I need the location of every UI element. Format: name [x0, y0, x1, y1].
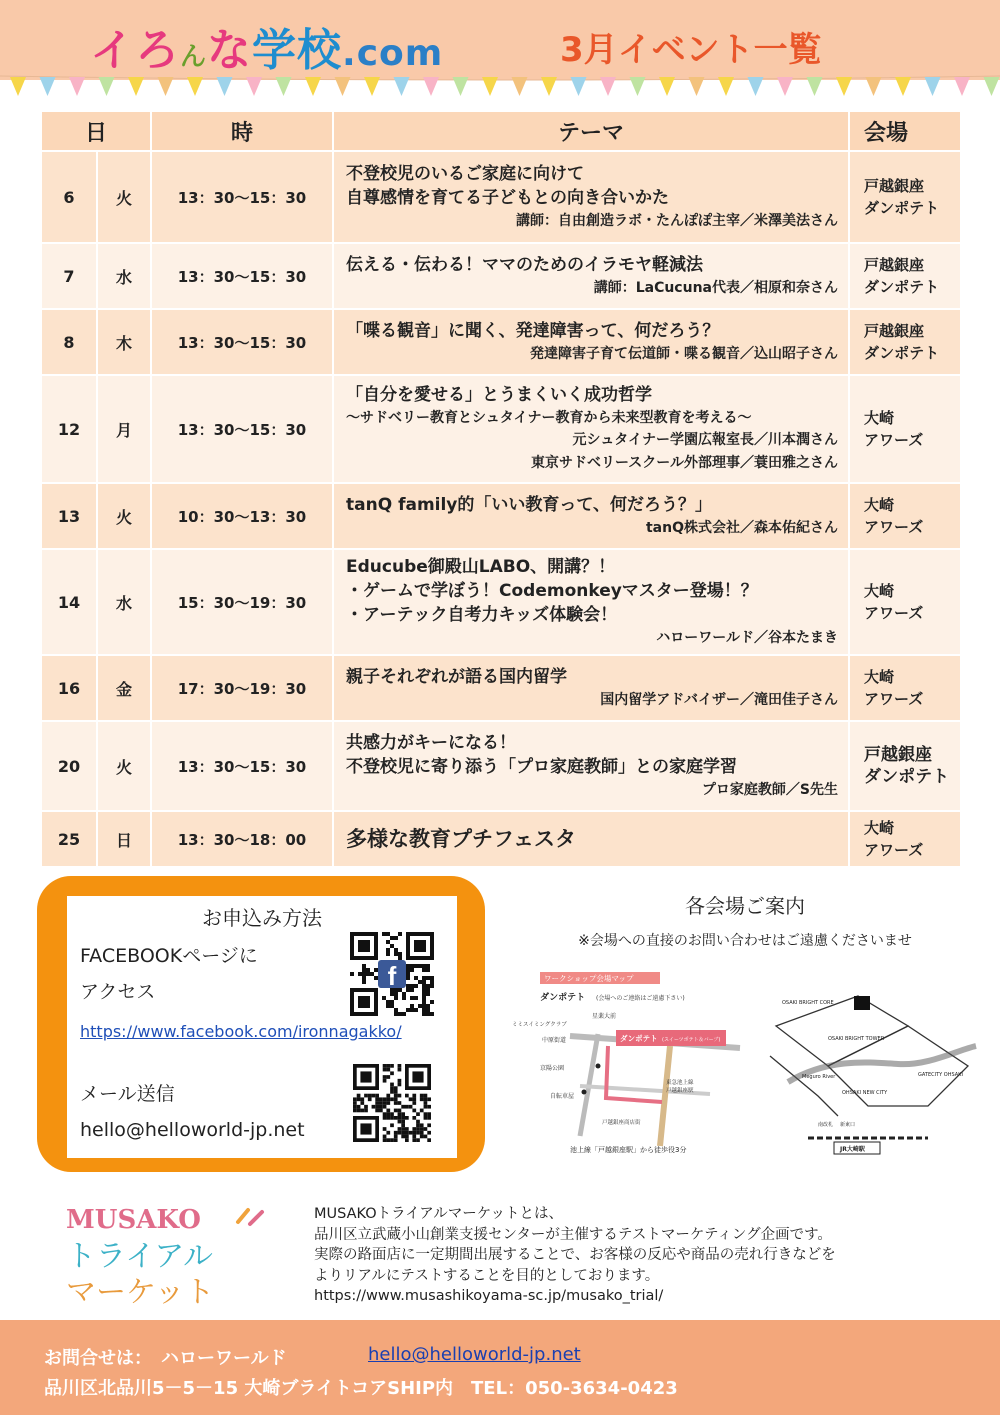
speaker-line: tanQ株式会社／森本佑紀さん [645, 519, 838, 536]
map-venue-name: ダンポテト [540, 993, 586, 1003]
map-spot: 星薬大前 [592, 1013, 617, 1020]
table-row [42, 550, 962, 656]
table-row [42, 310, 962, 376]
event-day: 6 [42, 152, 98, 244]
event-day: 14 [42, 550, 98, 656]
facebook-qr-code[interactable] [350, 932, 434, 1016]
venue-guide-title: 各会場ご案内 [685, 894, 805, 918]
event-venue [850, 812, 962, 868]
event-venue [850, 484, 962, 550]
event-theme [334, 656, 850, 722]
bunting-flag [571, 77, 587, 96]
description-line: 実際の路面店に一定期間出展することで、お客様の反応や商品の売れ行きなどを [314, 1247, 836, 1263]
map-label: Meguro River [802, 1074, 836, 1080]
logo-part: イ [90, 25, 135, 76]
bunting-flag [40, 77, 56, 96]
bunting-flag [777, 77, 793, 96]
map-shop-sub: (スイーツポテト＆バーブ) [662, 1037, 721, 1043]
bunting-flag [276, 77, 292, 96]
map-station: JR大崎駅 [840, 1146, 865, 1153]
event-weekday: 火 [98, 722, 152, 812]
mail-instruction [80, 1076, 305, 1148]
event-weekday: 木 [98, 310, 152, 376]
event-theme [334, 550, 850, 656]
bunting-flag [10, 77, 26, 96]
page-title: 3月イベント一覧 [560, 30, 822, 70]
facebook-line: FACEBOOKページに [80, 945, 258, 967]
event-theme [334, 812, 850, 868]
theme-subline: 〜サドベリー教育とシュタイナー教育から未来型教育を考える〜 [346, 410, 752, 426]
bunting-flag [305, 77, 321, 96]
theme-line: 親子それぞれが語る国内留学 [346, 666, 567, 687]
map-label: OSAKI BRIGHT CORE [782, 1000, 834, 1006]
bunting-flag [807, 77, 823, 96]
table-row [42, 484, 962, 550]
table-row [42, 722, 962, 812]
bunting-flag [659, 77, 675, 96]
bunting-flag [335, 77, 351, 96]
event-schedule-table [42, 112, 962, 868]
theme-line: 不登校児に寄り添う「プロ家庭教師」との家庭学習 [346, 756, 737, 777]
bunting-flag [128, 77, 144, 96]
event-venue [850, 244, 962, 310]
event-theme [334, 722, 850, 812]
page-footer [0, 1320, 1000, 1415]
theme-line: Educube御殿山LABO、開講？！ [346, 556, 616, 577]
event-time: 13：30〜15：30 [152, 722, 334, 812]
musako-url[interactable]: https://www.musashikoyama-sc.jp/musako_trial/ [314, 1288, 664, 1304]
event-time: 13：30〜18：00 [152, 812, 334, 868]
speaker-line: 発達障害子育て伝道師・喋る観音／込山昭子さん [530, 345, 838, 362]
mail-line: メール送信 [80, 1083, 175, 1105]
mail-qr-code[interactable] [353, 1064, 431, 1142]
bunting-flag [423, 77, 439, 96]
bunting-flag [482, 77, 498, 96]
venue-name: ダンポテト [864, 278, 940, 296]
venue-area: 戸越銀座 [864, 256, 925, 274]
event-weekday: 火 [98, 484, 152, 550]
venue-area: 大崎 [864, 496, 895, 514]
bunting-flag [954, 77, 970, 96]
theme-line: 共感力がキーになる！ [346, 732, 516, 753]
venue-name: アワーズ [864, 431, 924, 449]
event-day: 16 [42, 656, 98, 722]
logo-text: MUSAKO [66, 1205, 201, 1235]
venue-name: ダンポテト [864, 199, 940, 217]
venue-area: 戸越銀座 [864, 322, 925, 340]
facebook-glyph: f [387, 960, 397, 991]
bunting-flag [541, 77, 557, 96]
bunting-flag [187, 77, 203, 96]
bunting-flag [158, 77, 174, 96]
bunting-flag [630, 77, 646, 96]
event-time: 13：30〜15：30 [152, 376, 334, 484]
theme-line: 伝える・伝わる！ママのためのイラモヤ軽減法 [346, 254, 703, 275]
event-day: 7 [42, 244, 98, 310]
speaker-line: ハローワールド／谷本たまき [656, 629, 838, 646]
bunting-flag [453, 77, 469, 96]
facebook-instruction [80, 938, 258, 1010]
venue-name: アワーズ [864, 841, 924, 859]
event-day: 25 [42, 812, 98, 868]
map-spot: 戸越銀座商店街 [602, 1120, 641, 1126]
bunting-flag [718, 77, 734, 96]
map-label: OHSAKI NEW CITY [842, 1090, 888, 1096]
bunting-flag [984, 77, 1000, 96]
bunting-flag [99, 77, 115, 96]
bunting-flag [748, 77, 764, 96]
bunting-flag [600, 77, 616, 96]
map-spot: ミミスイミングクラブ [512, 1022, 567, 1028]
venue-name: ダンポテト [864, 767, 950, 787]
theme-line: 「自分を愛せる」とうまくいく成功哲学 [346, 385, 652, 405]
bunting-flag [69, 77, 85, 96]
logo-part: 学校 [252, 25, 343, 76]
musako-logo [60, 1200, 270, 1310]
venue-area: 大崎 [864, 409, 895, 427]
header-theme: テーマ [334, 112, 850, 152]
venue-name: アワーズ [864, 518, 924, 536]
theme-line: tanQ family的「いい教育って、何だろう？」 [346, 494, 713, 515]
bunting-flag [394, 77, 410, 96]
table-row [42, 376, 962, 484]
speaker-line: プロ家庭教師／S先生 [701, 781, 838, 798]
event-weekday: 月 [98, 376, 152, 484]
dan-potato-map [510, 966, 742, 1158]
event-weekday: 金 [98, 656, 152, 722]
header-time: 時 [152, 112, 334, 152]
event-time: 13：30〜15：30 [152, 244, 334, 310]
event-theme [334, 244, 850, 310]
logo-text: トライアル [66, 1239, 213, 1274]
bunting-flag [512, 77, 528, 96]
contact-address: 品川区北品川5－5－15 大崎ブライトコアSHIP内 TEL：050-3634-0423 [44, 1378, 678, 1399]
table-row [42, 812, 962, 868]
table-row [42, 656, 962, 722]
speaker-line: 講師：自由創造ラボ・たんぽぽ主宰／米澤美法さん [516, 212, 838, 229]
map-access: 池上線「戸越銀座駅」から徒歩役3分 [570, 1146, 687, 1154]
map-spot: 中原街道 [542, 1037, 567, 1044]
map-banner: ワークショップ会場マップ [544, 974, 634, 983]
application-title: お申込み方法 [202, 906, 322, 930]
logo-part: な [207, 25, 253, 76]
speaker-line: 元シュタイナー学園広報室長／川本潤さん [572, 432, 838, 448]
event-theme [334, 310, 850, 376]
map-venue-note: (会場へのご連絡はご遠慮下さい) [596, 995, 685, 1002]
venue-name: アワーズ [864, 604, 924, 622]
bunting-flag [217, 77, 233, 96]
contact-email-link[interactable]: hello@helloworld-jp.net [368, 1344, 581, 1365]
event-theme [334, 152, 850, 244]
theme-line: ・ゲームで学ぼう！Codemonkeyマスター登場！？ [346, 580, 758, 601]
bunting-flag [925, 77, 941, 96]
event-venue [850, 376, 962, 484]
table-row [42, 152, 962, 244]
venue-area: 戸越銀座 [864, 745, 932, 765]
table-header-row [42, 112, 962, 152]
event-weekday: 日 [98, 812, 152, 868]
description-line: よりリアルにテストすることを目的としております。 [314, 1267, 660, 1284]
theme-line: 「喋る観音」に聞く、発達障害って、何だろう？ [346, 320, 720, 341]
logo-text: マーケット [66, 1275, 215, 1310]
header-day: 日 [42, 112, 152, 152]
speaker-line: 東京サドベリースクール外部理事／蓑田雅之さん [530, 455, 838, 471]
logo-part: ろ [135, 25, 180, 76]
theme-line: 不登校児のいるご家庭に向けて [346, 163, 584, 184]
map-spot: 東急池上線 [666, 1080, 694, 1086]
event-venue [850, 550, 962, 656]
logo-part: ん [180, 42, 208, 72]
map-label: OSAKI BRIGHT TOWER [828, 1036, 885, 1042]
event-venue [850, 310, 962, 376]
theme-line: 自尊感情を育てる子どもとの向き合いかた [346, 187, 669, 208]
map-spot: 戸越銀座駅 [666, 1088, 694, 1094]
event-time: 10：30〜13：30 [152, 484, 334, 550]
event-weekday: 水 [98, 244, 152, 310]
musako-description [314, 1204, 836, 1307]
application-box [37, 876, 485, 1172]
venue-area: 戸越銀座 [864, 177, 925, 195]
bunting-decoration [0, 74, 1000, 104]
event-day: 13 [42, 484, 98, 550]
facebook-link[interactable]: https://www.facebook.com/ironnagakko/ [80, 1022, 402, 1041]
event-time: 17：30〜19：30 [152, 656, 334, 722]
contact-label: お問合せは： ハローワールド [44, 1348, 287, 1369]
bunting-flag [246, 77, 262, 96]
speaker-line: 国内留学アドバイザー／滝田佳子さん [600, 691, 838, 708]
map-shop-label: ダンポテト [620, 1034, 658, 1043]
bunting-flag [364, 77, 380, 96]
venue-guide-note: ※会場への直接のお問い合わせはご遠慮くださいませ [578, 933, 912, 949]
speaker-line: 講師：LaCucuna代表／相原和奈さん [593, 279, 838, 296]
logo-part: .com [342, 33, 444, 74]
event-theme [334, 484, 850, 550]
map-label: 新東口 [840, 1122, 856, 1128]
header-venue: 会場 [850, 112, 962, 152]
event-time: 15：30〜19：30 [152, 550, 334, 656]
event-time: 13：30〜15：30 [152, 152, 334, 244]
venue-area: 大崎 [864, 582, 895, 600]
event-weekday: 火 [98, 152, 152, 244]
mail-address[interactable]: hello@helloworld-jp.net [80, 1119, 305, 1141]
osaki-map [768, 986, 978, 1156]
map-label: GATECITY OHSAKI [918, 1072, 963, 1078]
site-logo[interactable] [90, 14, 443, 78]
qr-pattern [353, 1064, 431, 1142]
page-header [0, 0, 1000, 80]
facebook-line: アクセス [80, 981, 156, 1003]
event-venue [850, 152, 962, 244]
venue-area: 大崎 [864, 668, 895, 686]
event-day: 20 [42, 722, 98, 812]
event-venue [850, 722, 962, 812]
bunting-flag [866, 77, 882, 96]
map-spot: 自転車屋 [550, 1093, 575, 1100]
application-panel [67, 896, 457, 1158]
event-day: 12 [42, 376, 98, 484]
event-day: 8 [42, 310, 98, 376]
map-spot: 京陽公園 [540, 1065, 565, 1072]
event-theme [334, 376, 850, 484]
bunting-flag [836, 77, 852, 96]
event-weekday: 水 [98, 550, 152, 656]
bunting-flag [895, 77, 911, 96]
venue-area: 大崎 [864, 819, 895, 837]
event-venue [850, 656, 962, 722]
venue-name: アワーズ [864, 690, 924, 708]
description-line: 品川区立武蔵小山創業支援センターが主催するテストマーケティング企画です。 [314, 1226, 832, 1243]
venue-name: ダンポテト [864, 344, 940, 362]
table-row [42, 244, 962, 310]
theme-line: ・アーテック自考力キッズ体験会！ [346, 604, 618, 625]
theme-line: 多様な教育プチフェスタ [346, 827, 576, 851]
description-line: MUSAKOトライアルマーケットとは、 [314, 1206, 563, 1222]
map-label: 南改札 [818, 1122, 834, 1128]
bunting-flag [689, 77, 705, 96]
event-time: 13：30〜15：30 [152, 310, 334, 376]
